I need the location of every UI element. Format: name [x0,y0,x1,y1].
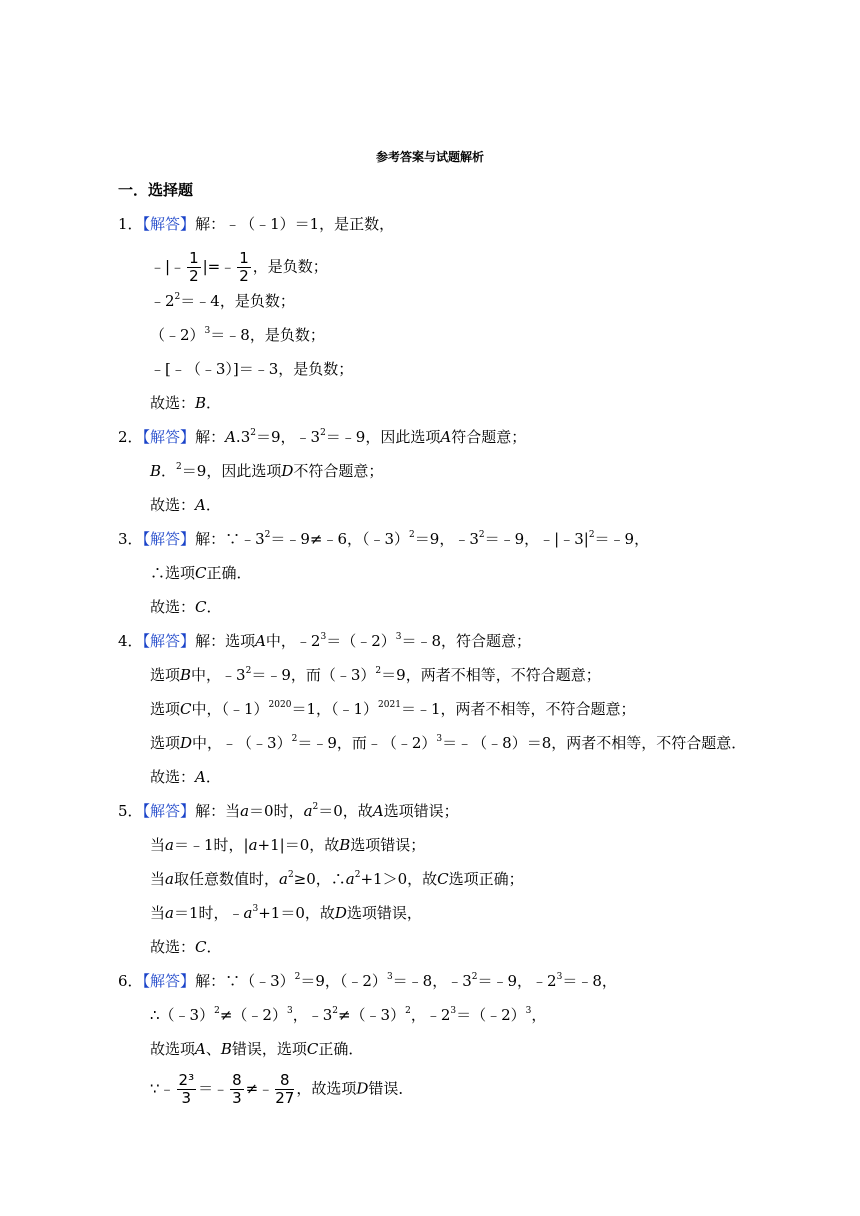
q4-number: 4． [118,632,143,650]
answer-tag: 【解答】 [142,215,196,233]
q1-fraction-2: $\frac{1}{2}$ [239,249,249,285]
q5-line2: 当a＝﹣1时，|a+1|＝0，故B选项错误； [150,836,426,854]
q6-line2: ∴（﹣3）$^2$≠（﹣2）$^3$，$﹣3^2\ne(﹣3)^2$，$﹣2^3=(﹣2)^3$， [150,1006,547,1024]
q1-line5: ﹣[﹣（﹣3）]＝﹣3，是负数； [150,360,354,378]
answer-tag: 【解答】 [142,972,196,990]
q4-line1 [118,631,531,651]
q1-text1: 解：﹣（﹣1）＝1，是正数， [195,215,395,233]
q1-line4: （﹣2）$^3$＝﹣8，是负数； [150,326,325,344]
q6-text1: 解：∵（﹣3）$^2$＝9，（﹣2）$^3$＝﹣8，$﹣3^2=﹣9$，$﹣2^3=﹣8$， [195,972,617,990]
q5-line4: 当a＝1时，$﹣a^3+1=0$，故D选项错误， [150,904,422,922]
answer-tag: 【解答】 [142,530,196,548]
q6-neq: ≠﹣ [245,1079,274,1098]
q4-text1: 解：选项A中，$﹣2^3=(﹣2)^3=﹣8$，符合题意； [195,632,532,650]
q3-number: 3． [118,530,143,548]
q6-number: 6． [118,972,143,990]
q5-line5: 故选：C． [150,938,222,956]
q2-line2: B．$^2$＝9，因此选项D不符合题意； [150,462,384,480]
q6-line1 [118,971,617,991]
q3-text1: 解：$\because﹣3^2=﹣9\ne﹣6$，（﹣3）$^2$＝9，$﹣3^2=﹣9$，$﹣|﹣3|^2=﹣9$， [195,530,650,548]
q4-line4: 选项D中，﹣（﹣3）$^2$＝﹣9，而﹣（﹣2）$^3$＝﹣（﹣8）＝8，两者不相等，不符合题意． [150,734,747,752]
q6-text4: ，故选项D错误． [296,1079,414,1098]
q1-line2 [150,250,328,285]
q1-line6: 故选：B． [150,394,222,412]
q4-line2: 选项B中，$﹣3^2=﹣9$，而（﹣3）$^2$＝9，两者不相等，不符合题意； [150,666,601,684]
q5-line3: 当a取任意数值时，$a^2\ge 0$，$\therefore a^2+1>0$，故C选项正确； [150,870,524,888]
answer-tag: 【解答】 [142,802,196,820]
q3-line3: 故选：C． [150,598,222,616]
q1-abs-prefix: ﹣|﹣ [150,257,186,276]
q5-line1 [118,801,459,821]
q6-because: ∵﹣ [150,1079,175,1098]
q5-text1: 解：当a＝0时，$a^2=0$，故A选项错误； [195,802,459,820]
q1-abs-mid: |=﹣ [202,257,236,276]
q3-line1 [118,529,649,549]
q1-line3: $﹣2^2=﹣4$，是负数； [150,292,295,310]
q3-line2: ∴选项C正确． [150,564,252,582]
q6-eq: ＝﹣ [198,1079,229,1098]
q6-fraction-1: $\frac{\text{2³}}{3}$ [178,1071,195,1107]
q6-line3: 故选项A、B错误，选项C正确． [150,1040,364,1058]
q5-number: 5． [118,802,143,820]
q6-fraction-3: $\frac{8}{27}$ [275,1071,295,1107]
q6-fraction-2: $\frac{8}{3}$ [232,1071,242,1107]
page-title: 参考答案与试题解析 [375,150,484,164]
q4-line5: 故选：A． [150,768,221,786]
section-heading: 一．选择题 [118,181,194,199]
q6-line4 [150,1072,413,1107]
q1-line1 [118,214,394,234]
q1-number: 1． [118,215,143,233]
q2-text1: 解：$A.3^2=9$，$﹣3^2=﹣9$，因此选项A符合题意； [195,428,527,446]
q2-number: 2． [118,428,143,446]
q1-text2: ，是负数； [252,257,328,276]
answer-tag: 【解答】 [142,632,196,650]
q2-line1 [118,427,526,447]
q1-fraction-1: $\frac{1}{2}$ [189,249,199,285]
answer-tag: 【解答】 [142,428,196,446]
q4-line3: 选项C中，（﹣1）$^{2020}$＝1，（﹣1）$^{2021}$＝﹣1，两者不相等，不符合题意； [150,700,636,718]
q2-line3: 故选：A． [150,496,221,514]
